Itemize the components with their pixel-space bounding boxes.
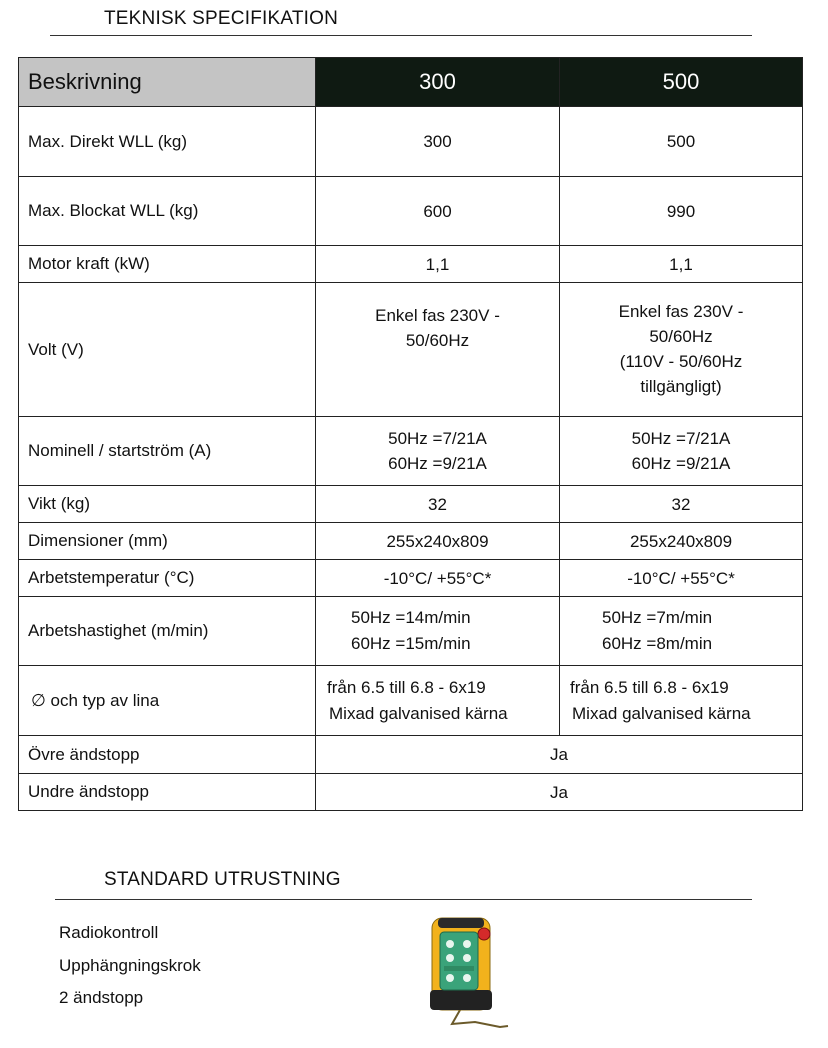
row-label: Arbetstemperatur (°C) (19, 560, 316, 597)
value-300: 600 (316, 177, 560, 246)
spec-section-rule (50, 35, 752, 36)
list-item: 2 ändstopp (59, 988, 144, 1007)
header-description: Beskrivning (19, 58, 316, 107)
value-merged: Ja (316, 736, 803, 774)
equipment-list (59, 920, 201, 1018)
value-300: Enkel fas 230V - 50/60Hz (316, 283, 560, 417)
row-label: Motor kraft (kW) (19, 246, 316, 283)
value-500: 990 (560, 177, 803, 246)
value-500: 50Hz =7m/min 60Hz =8m/min (560, 597, 803, 666)
row-label: Volt (V) (19, 283, 316, 417)
value-300: 50Hz =14m/min 60Hz =15m/min (316, 597, 560, 666)
table-row (19, 177, 803, 246)
table-row (19, 486, 803, 523)
spec-table (18, 57, 803, 811)
row-label: Vikt (kg) (19, 486, 316, 523)
value-300: 32 (316, 486, 560, 523)
list-item: Radiokontroll (59, 923, 159, 942)
table-row (19, 107, 803, 177)
table-row (19, 736, 803, 774)
value-500: 50Hz =7/21A 60Hz =9/21A (560, 417, 803, 486)
value-300: -10°C/ +55°C* (316, 560, 560, 597)
header-model-500: 500 (560, 58, 803, 107)
value-500: 500 (560, 107, 803, 177)
value-300: 1,1 (316, 246, 560, 283)
value-500: -10°C/ +55°C* (560, 560, 803, 597)
table-row (19, 283, 803, 417)
header-model-300: 300 (316, 58, 560, 107)
table-row (19, 560, 803, 597)
radio-remote-icon (420, 914, 520, 1036)
row-label: ∅ och typ av lina (19, 666, 316, 736)
value-300: 255x240x809 (316, 523, 560, 560)
row-label: Arbetshastighet (m/min) (19, 597, 316, 666)
row-label: Övre ändstopp (19, 736, 316, 774)
table-row (19, 246, 803, 283)
value-500: från 6.5 till 6.8 - 6x19 Mixad galvanised kärna (560, 666, 803, 736)
value-300: 300 (316, 107, 560, 177)
table-row (19, 666, 803, 736)
value-500: 32 (560, 486, 803, 523)
value-500: Enkel fas 230V - 50/60Hz (110V - 50/60Hz tillgängligt) (560, 283, 803, 417)
row-label: Undre ändstopp (19, 774, 316, 811)
value-300: från 6.5 till 6.8 - 6x19 Mixad galvanised kärna (316, 666, 560, 736)
table-header-row (19, 58, 803, 107)
spec-section-title: TEKNISK SPECIFIKATION (104, 8, 338, 29)
value-500: 1,1 (560, 246, 803, 283)
equipment-section-rule (55, 899, 752, 900)
table-row (19, 774, 803, 811)
row-label: Max. Direkt WLL (kg) (19, 107, 316, 177)
table-row (19, 523, 803, 560)
table-row (19, 597, 803, 666)
table-row (19, 417, 803, 486)
row-label: Nominell / startström (A) (19, 417, 316, 486)
row-label: Max. Blockat WLL (kg) (19, 177, 316, 246)
value-300: 50Hz =7/21A 60Hz =9/21A (316, 417, 560, 486)
value-merged: Ja (316, 774, 803, 811)
value-500: 255x240x809 (560, 523, 803, 560)
list-item: Upphängningskrok (59, 955, 201, 975)
equipment-section-title: STANDARD UTRUSTNING (104, 869, 341, 890)
row-label: Dimensioner (mm) (19, 523, 316, 560)
